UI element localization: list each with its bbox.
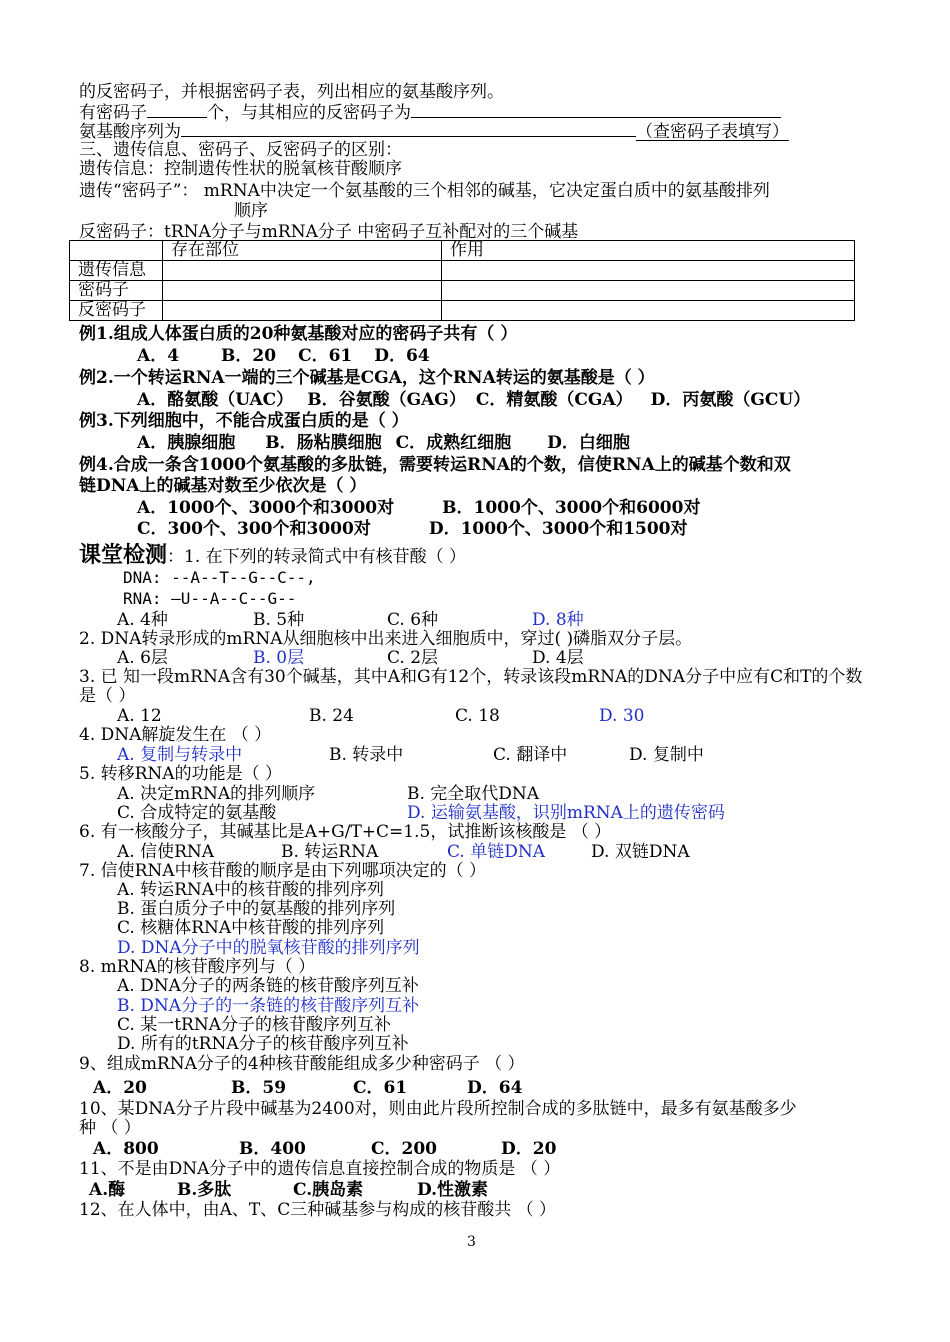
q8-text: 8. mRNA的核苷酸序列与（ ） (79, 957, 316, 977)
option[interactable]: C. 2层 (387, 648, 439, 668)
option[interactable]: B.多肽 (177, 1180, 232, 1200)
option[interactable]: C．精氨酸（CGA） (475, 390, 633, 410)
option[interactable]: D. 复制中 (629, 745, 704, 765)
option[interactable]: D. 4层 (532, 648, 584, 668)
page-number: 3 (467, 1234, 476, 1250)
table-header-cell (70, 241, 163, 261)
q4-text: 4. DNA解旋发生在 （ ） (79, 725, 272, 745)
option[interactable]: A. 决定mRNA的排列顺序 (117, 784, 316, 804)
class-check-title: 课堂检测 (79, 542, 168, 568)
option[interactable]: D. DNA分子中的脱氧核苷酸的排列序列 (117, 938, 420, 958)
option[interactable]: C. 单链DNA (447, 842, 545, 862)
codon-label: 有密码子 (79, 103, 147, 123)
option[interactable]: D．20 (501, 1139, 557, 1159)
option[interactable]: C. 合成特定的氨基酸 (117, 803, 277, 823)
option[interactable]: A．酪氨酸（UAC） (137, 390, 294, 410)
table-row (70, 301, 855, 321)
table-header-cell: 存在部位 (163, 241, 442, 261)
codon-def-cont: 顺序 (234, 201, 268, 221)
option[interactable]: A．800 (93, 1139, 159, 1159)
option[interactable]: A．1000个、3000个和3000对 (137, 498, 395, 518)
option[interactable]: C. 18 (455, 706, 500, 726)
table-header-cell: 作用 (442, 241, 855, 261)
option[interactable]: C.胰岛素 (293, 1180, 364, 1200)
table-row-label: 遗传信息 (70, 261, 163, 281)
table-row-label: 密码子 (70, 281, 163, 301)
option[interactable]: A. 转运RNA中的核苷酸的排列序列 (117, 880, 385, 900)
option[interactable]: D. 30 (599, 706, 645, 726)
option[interactable]: B．20 (221, 346, 277, 366)
option[interactable]: B. 转录中 (329, 745, 404, 765)
option[interactable]: D．丙氨酸（GCU） (650, 390, 811, 410)
example-4-options-2 (137, 519, 688, 539)
option[interactable]: C．200 (371, 1139, 438, 1159)
example-1-question: 例1.组成人体蛋白质的20种氨基酸对应的密码子共有（ ） (79, 324, 518, 344)
option[interactable]: A. DNA分子的两条链的核苷酸序列互补 (117, 976, 419, 996)
option[interactable]: A. 6层 (117, 648, 168, 668)
table-cell[interactable] (163, 301, 442, 321)
comparison-table (69, 240, 855, 321)
option[interactable]: C. 翻译中 (493, 745, 568, 765)
amino-seq-label: 氨基酸序列为 (79, 122, 181, 142)
option[interactable]: A. 复制与转录中 (117, 745, 243, 765)
table-row (70, 281, 855, 301)
codon-blank[interactable] (147, 101, 207, 118)
option[interactable]: A．胰腺细胞 (137, 433, 236, 453)
q9-text: 9、组成mRNA分子的4种核苷酸能组成多少种密码子 （ ） (79, 1054, 525, 1074)
table-cell[interactable] (442, 261, 855, 281)
option[interactable]: A.酶 (89, 1180, 126, 1200)
option[interactable]: B. DNA分子的一条链的核苷酸序列互补 (117, 996, 420, 1016)
q3-text: 3. 已 知一段mRNA含有30个碱基，其中A和G有12个，转录该段mRNA的DNA分子中应有C和T的个数 (79, 667, 863, 687)
option[interactable]: B. 完全取代DNA (407, 784, 540, 804)
anticodon-label: 个，与其相应的反密码子为 (207, 103, 411, 123)
option[interactable]: A. 信使RNA (117, 842, 215, 862)
option[interactable]: B. 24 (309, 706, 354, 726)
option[interactable]: B．59 (231, 1078, 287, 1098)
option[interactable]: B. 5种 (253, 610, 305, 630)
option[interactable]: A．4 (137, 346, 180, 366)
q11-text: 11、不是由DNA分子中的遗传信息直接控制合成的物质是 （ ） (79, 1159, 561, 1179)
q2-text: 2. DNA转录形成的mRNA从细胞核中出来进入细胞质中，穿过( )磷脂双分子层。 (79, 629, 693, 649)
anticodon-def: 反密码子：tRNA分子与mRNA分子 中密码子互补配对的三个碱基 (79, 222, 579, 242)
table-row-label: 反密码子 (70, 301, 163, 321)
section-heading: 三、遗传信息、密码子、反密码子的区别： (79, 140, 402, 160)
option[interactable]: A. 12 (117, 706, 162, 726)
option[interactable]: D．白细胞 (547, 433, 630, 453)
genetic-info-def: 遗传信息：控制遗传性状的脱氧核苷酸顺序 (79, 159, 402, 179)
table-cell[interactable] (442, 281, 855, 301)
example-4-question-cont: 链DNA上的碱基对数至少依次是（ ） (79, 476, 367, 496)
option[interactable]: C．61 (298, 346, 353, 366)
codon-table-note: （查密码子表填写） (636, 122, 789, 142)
intro-line: 的反密码子，并根据密码子表，列出相应的氨基酸序列。 (79, 82, 504, 102)
rna-strand: RNA: —U--A--C--G-- (123, 589, 297, 608)
option[interactable]: C. 6种 (387, 610, 439, 630)
option[interactable]: D．1000个、3000个和1500对 (428, 519, 688, 539)
q7-text: 7. 信使RNA中核苷酸的顺序是由下列哪项决定的（ ） (79, 861, 486, 881)
table-cell[interactable] (163, 281, 442, 301)
option[interactable]: D. 运输氨基酸，识别mRNA上的遗传密码 (407, 803, 725, 823)
example-2-question: 例2.一个转运RNA一端的三个碱基是CGA，这个RNA转运的氨基酸是（ ） (79, 368, 655, 388)
option[interactable]: B．400 (239, 1139, 306, 1159)
example-3-options (137, 433, 630, 453)
option[interactable]: A．20 (93, 1078, 147, 1098)
option[interactable]: D. 所有的tRNA分子的核苷酸序列互补 (117, 1034, 409, 1054)
option[interactable]: D．64 (374, 346, 430, 366)
option[interactable]: B．谷氨酸（GAG） (307, 390, 466, 410)
anticodon-blank[interactable] (411, 101, 781, 118)
option[interactable]: D．64 (467, 1078, 523, 1098)
amino-seq-blank[interactable] (181, 120, 636, 137)
q10-text: 10、某DNA分子片段中碱基为2400对，则由此片段所控制合成的多肽链中，最多有氨基酸多少 (79, 1099, 797, 1119)
option[interactable]: B．肠粘膜细胞 (265, 433, 382, 453)
option[interactable]: D. 8种 (532, 610, 584, 630)
option[interactable]: A. 4种 (117, 610, 168, 630)
option[interactable]: B. 转运RNA (281, 842, 379, 862)
q12-text: 12、在人体中，由A、T、C三种碱基参与构成的核苷酸共 （ ） (79, 1200, 557, 1220)
codon-def: 遗传“密码子”： mRNA中决定一个氨基酸的三个相邻的碱基，它决定蛋白质中的氨基酸排列 (79, 181, 770, 201)
table-header-row (70, 241, 855, 261)
example-4-question: 例4.合成一条含1000个氨基酸的多肽链，需要转运RNA的个数，信使RNA上的碱基个数和双 (79, 455, 791, 475)
option[interactable]: B．1000个、3000个和6000对 (442, 498, 701, 518)
q6-text: 6. 有一核酸分子，其碱基比是A+G/T+C=1.5，试推断该核酸是 （ ） (79, 822, 612, 842)
option[interactable]: B. 蛋白质分子中的氨基酸的排列序列 (117, 899, 396, 919)
table-cell[interactable] (442, 301, 855, 321)
dna-strand: DNA: --A--T--G--C--, (123, 568, 316, 587)
example-4-options-1 (137, 498, 700, 518)
q10-text-cont: 种 （ ） (79, 1118, 141, 1138)
option[interactable]: C．成熟红细胞 (395, 433, 512, 453)
example-1-options (137, 346, 430, 366)
option[interactable]: C．300个、300个和3000对 (137, 519, 371, 539)
table-cell[interactable] (163, 261, 442, 281)
example-2-options (137, 390, 810, 410)
option[interactable]: B. 0层 (253, 648, 305, 668)
example-3-question: 例3.下列细胞中，不能合成蛋白质的是（ ） (79, 411, 409, 431)
q1-text: ：1. 在下列的转录简式中有核苷酸（ ） (167, 547, 467, 567)
q3-text-cont: 是（ ） (79, 686, 136, 706)
option[interactable]: D.性激素 (417, 1180, 489, 1200)
option[interactable]: C. 某一tRNA分子的核苷酸序列互补 (117, 1015, 391, 1035)
option[interactable]: D. 双链DNA (591, 842, 690, 862)
option[interactable]: C. 核糖体RNA中核苷酸的排列序列 (117, 918, 385, 938)
option[interactable]: C．61 (353, 1078, 408, 1098)
q5-text: 5. 转移RNA的功能是（ ） (79, 764, 282, 784)
class-check-q1 (79, 543, 466, 569)
table-row (70, 261, 855, 281)
amino-seq-line (79, 120, 789, 142)
